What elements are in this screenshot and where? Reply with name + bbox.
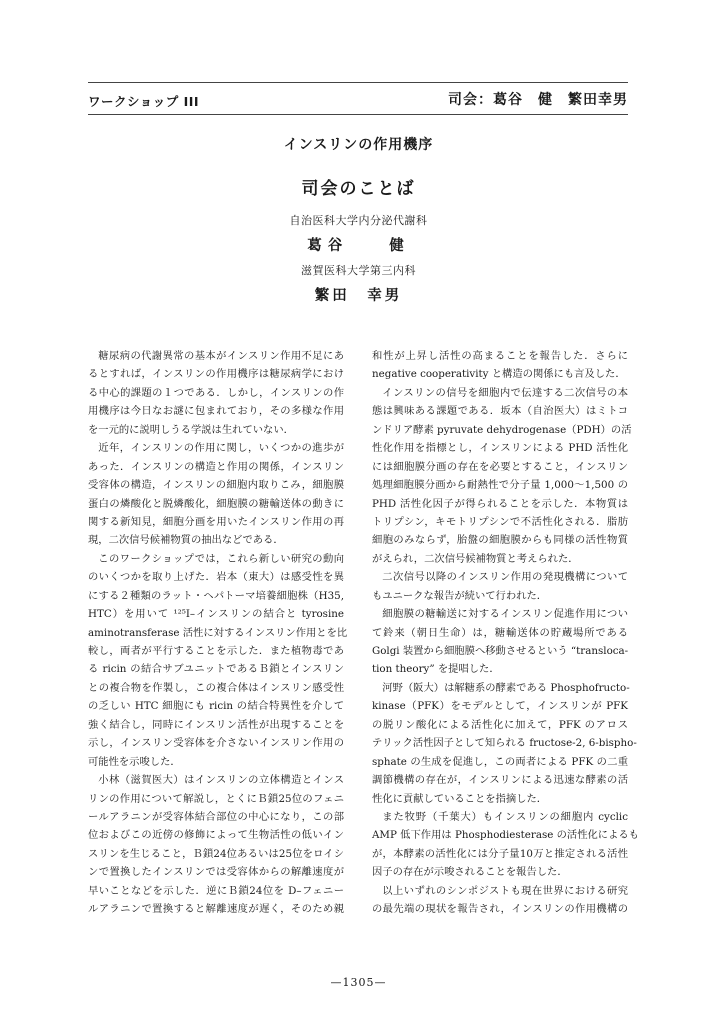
text-line: リンの作用について解説し，とくにＢ鎖25位のフェニ xyxy=(88,792,344,805)
text-line: トリプシン，キモトリプシンで不活性化される．脂肪 xyxy=(372,515,628,528)
author-affiliation: 滋賀医科大学第三内科 xyxy=(301,264,416,277)
text-line: 示し，インスリン受容体を介さないインスリン作用の xyxy=(88,737,344,750)
text-line: 河野（阪大）は解糖系の酵素である Phosphofructo- xyxy=(382,681,630,694)
text-line: 早いことなどを示した．逆にＢ鎖24位を D–フェニー xyxy=(88,884,344,897)
text-line: る中心的課題の１つである．しかし，インスリンの作 xyxy=(88,386,344,399)
text-line: が，本酵素の活性化には分子量10万と推定される活性 xyxy=(372,847,628,860)
text-line: には細胞膜分画の存在を必要とすること，インスリン xyxy=(372,460,628,473)
text-line: との複合物を作製し，この複合体はインスリン感受性 xyxy=(88,681,344,694)
text-line: るとすれば，インスリンの作用機序は糖尿病学におけ xyxy=(88,368,344,381)
text-line: を一元的に説明しうる学説は生れていない． xyxy=(88,423,294,436)
header-rule xyxy=(88,114,628,115)
text-line: Golgi 装置から細胞膜へ移動させるという “transloca- xyxy=(372,645,629,657)
text-line: 強く結合し，同時にインスリン活性が出現することを xyxy=(88,718,344,731)
text-line: 和性が上昇し活性の高まることを報告した．さらに xyxy=(372,350,628,362)
text-line: ルアラニンで置換すると解離速度が遅く，そのため親 xyxy=(88,903,344,916)
text-line: の最先端の現状を報告され，インスリンの作用機構の xyxy=(372,903,628,916)
text-line: 位およびこの近傍の修飾によって生物活性の低いイン xyxy=(88,829,344,842)
text-line: 態は興味ある課題である．坂本（自治医大）はミトコ xyxy=(372,405,628,418)
author-affiliation: 自治医科大学内分泌代謝科 xyxy=(289,214,428,227)
author-name: 葛谷 健 xyxy=(307,237,410,254)
text-line: 細胞膜の糖輸送に対するインスリン促進作用につい xyxy=(382,608,628,621)
text-line: の脱リン酸化による活性化に加えて，PFK のアロス xyxy=(372,718,628,731)
text-line: このワークショップでは，これら新しい研究の動向 xyxy=(98,552,344,565)
text-line: あった．インスリンの構造と作用の関係，インスリン xyxy=(88,460,344,473)
page-number: —1305— xyxy=(330,976,387,989)
text-line: aminotransferase 活性に対するインスリン作用とを比 xyxy=(88,626,348,639)
text-line: AMP 低下作用は Phosphodiesterase の活性化によるも xyxy=(372,829,639,842)
text-line: negative cooperativity と構造の関係にも言及した． xyxy=(372,368,626,381)
chairs-label: 司会：葛谷 健 繁田幸男 xyxy=(448,92,628,108)
text-line: 性化作用を指標とし，インスリンによる PHD 活性化 xyxy=(372,442,628,455)
text-line: HTC）を用いて ¹²⁵I–インスリンの結合と tyrosine xyxy=(88,608,344,621)
text-line: 二次信号以降のインスリン作用の発現機構について xyxy=(382,571,628,584)
text-line: 較し，両者が平行することを示した．また植物毒であ xyxy=(88,645,344,657)
text-line: て鈴来（朝日生命）は，糖輸送体の貯蔵場所である xyxy=(372,626,628,639)
text-line: 蛋白の燐酸化と脱燐酸化，細胞膜の糖輸送体の動きに xyxy=(88,497,344,510)
text-line: 以上いずれのシンポジストも現在世界における研究 xyxy=(382,884,628,897)
text-line: ンで置換したインスリンでは受容体からの解離速度が xyxy=(88,866,344,879)
text-line: PHD 活性化因子が得られることを示した．本物質は xyxy=(372,497,628,510)
text-line: スリンを生じること，Ｂ鎖24位あるいは25位をロイシ xyxy=(88,847,344,860)
text-line: 現，二次信号候補物質の抽出などである． xyxy=(88,534,284,547)
body-column-left xyxy=(88,347,348,919)
article-title: インスリンの作用機序 xyxy=(283,137,434,153)
text-line: 受容体の構造，インスリンの細胞内取りこみ，細胞膜 xyxy=(88,479,344,492)
text-line: インスリンの信号を細胞内で伝達する二次信号の本 xyxy=(382,386,628,399)
section-label: ワークショップ III xyxy=(88,94,200,109)
text-line: のいくつかを取り上げた．岩本（東大）は感受性を異 xyxy=(88,571,344,584)
text-line: がえられ，二次信号候補物質と考えられた． xyxy=(372,552,579,565)
author-name: 繁田 幸男 xyxy=(314,287,403,304)
text-line: 調節機構の存在が，インスリンによる迅速な酵素の活 xyxy=(372,774,628,787)
text-line: 因子の存在が示唆されることを報告した． xyxy=(372,866,568,879)
text-line: もユニークな報告が続いて行われた． xyxy=(372,589,548,602)
text-line: 可能性を示唆した． xyxy=(88,755,181,768)
text-line: kinase（PFK）をモデルとして，インスリンが PFK xyxy=(372,700,628,713)
text-line: また牧野（千葉大）もインスリンの細胞内 cyclic xyxy=(382,810,628,823)
text-line: の乏しい HTC 細胞にも ricin の結合特異性を介して xyxy=(88,700,344,713)
text-line: tion theory” を提唱した． xyxy=(372,663,500,676)
text-line: 細胞のみならず，胎盤の細胞膜からも同様の活性物質 xyxy=(372,534,628,547)
text-line: ンドリア酵素 pyruvate dehydrogenase（PDH）の活 xyxy=(372,423,632,436)
text-line: 処理細胞膜分画から耐熱性で分子量 1,000～1,500 の xyxy=(372,479,628,492)
text-line: 関する新知見，細胞分画を用いたインスリン作用の再 xyxy=(88,515,344,528)
text-line: 近年，インスリンの作用に関し，いくつかの進歩が xyxy=(98,442,344,455)
body-column-right xyxy=(372,347,639,919)
text-line: sphate の生成を促進し，この両者による PFK の二重 xyxy=(372,755,628,768)
text-line: テリック活性因子として知られる fructose-2, 6-bispho- xyxy=(372,737,637,750)
article-subtitle: 司会のことば xyxy=(301,179,416,199)
text-line: 小林（滋賀医大）はインスリンの立体構造とインス xyxy=(98,774,344,787)
text-line: ールアラニンが受容体結合部位の中心になり，この部 xyxy=(88,810,344,823)
top-rule xyxy=(88,82,628,83)
text-line: 糖尿病の代謝異常の基本がインスリン作用不足にあ xyxy=(98,350,344,362)
text-line: にする２種類のラット・ヘパトーマ培養細胞株（H35, xyxy=(88,589,344,602)
text-line: る ricin の結合サブユニットであるＢ鎖とインスリン xyxy=(88,663,344,676)
text-line: 用機序は今日なお謎に包まれており，その多様な作用 xyxy=(88,405,344,418)
text-line: 性化に貢献していることを指摘した． xyxy=(372,792,548,805)
